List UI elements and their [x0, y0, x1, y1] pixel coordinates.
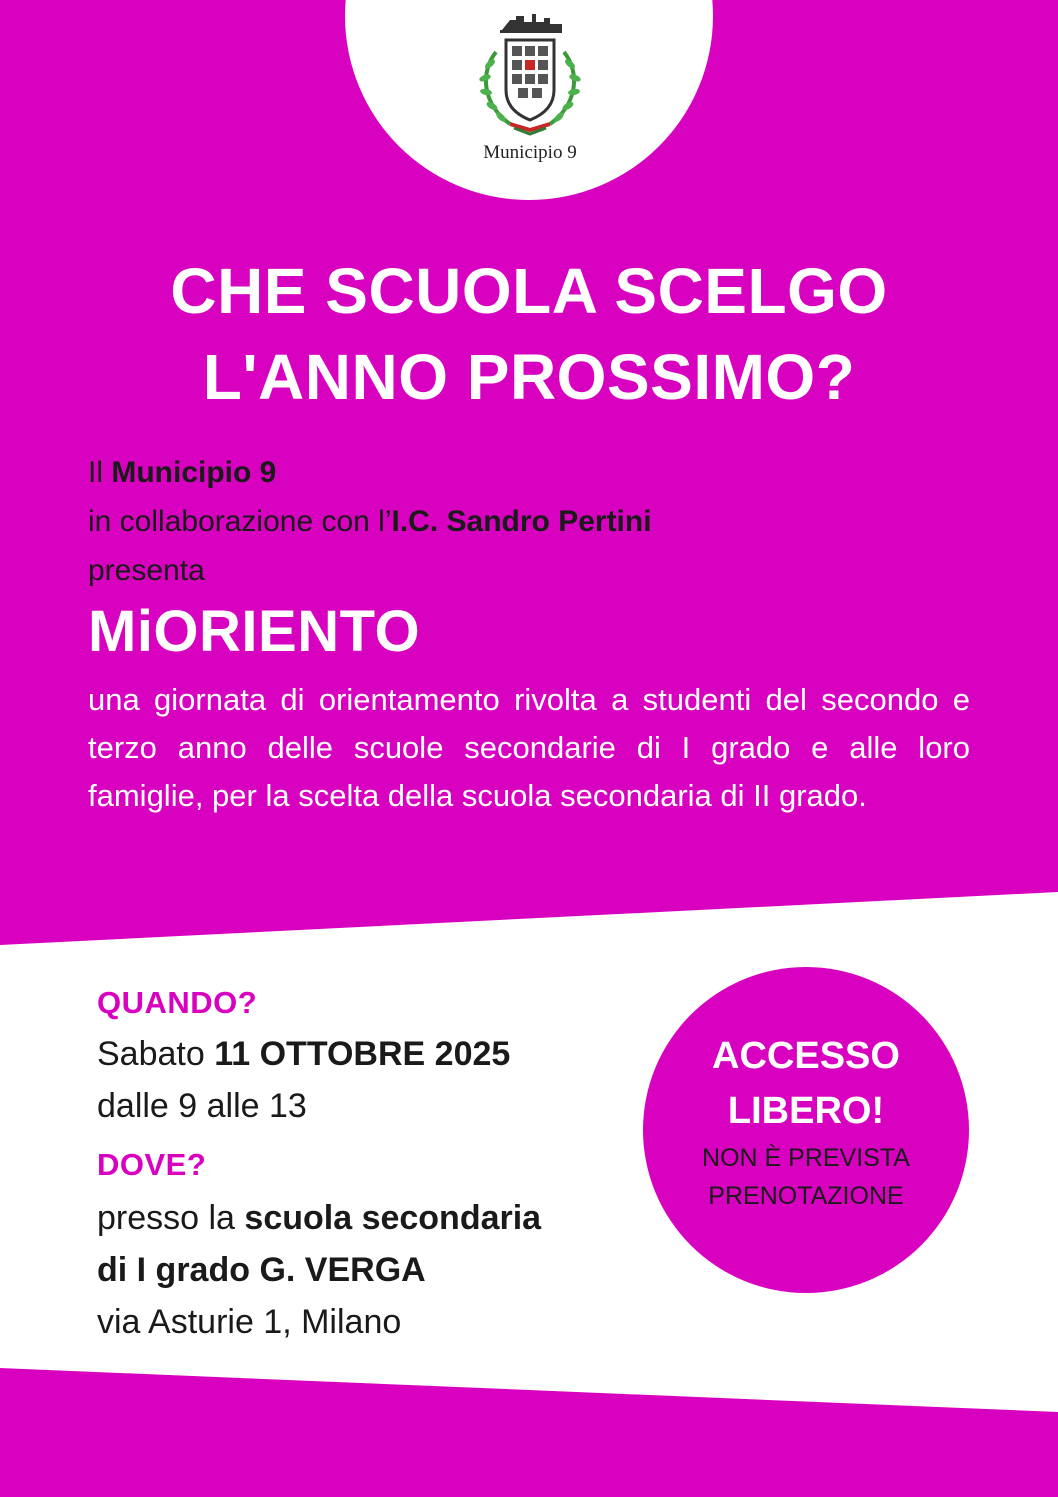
headline-line-2: L'ANNO PROSSIMO? — [202, 341, 856, 413]
day-prefix: Sabato — [97, 1035, 215, 1073]
venue-prefix: presso la — [97, 1199, 245, 1237]
badge-note — [643, 1139, 969, 1215]
free-access-badge — [643, 967, 969, 1293]
when-label: QUANDO? — [97, 985, 258, 1020]
municipio-name: Municipio 9 — [111, 456, 277, 489]
event-date: 11 OTTOBRE 2025 — [214, 1035, 511, 1073]
badge-line-1: ACCESSO — [712, 1035, 900, 1077]
event-hours: dalle 9 alle 13 — [97, 1087, 307, 1125]
event-title: MiORIENTO — [88, 599, 421, 664]
intro-line-2 — [88, 497, 652, 546]
intro-text — [88, 448, 652, 595]
logo-caption: Municipio 9 — [483, 142, 577, 163]
headline-line-1: CHE SCUOLA SCELGO — [170, 255, 888, 327]
municipio-logo — [465, 12, 595, 162]
venue-address: via Asturie 1, Milano — [97, 1303, 402, 1341]
intro-prefix: Il — [88, 456, 112, 489]
badge-title — [643, 1029, 969, 1139]
intro-line-3: presenta — [88, 554, 205, 587]
venue-line-1 — [97, 1192, 541, 1244]
bottom-magenta-band — [0, 1368, 1058, 1497]
intro-line-1 — [88, 448, 652, 497]
headline — [0, 248, 1058, 420]
event-date-line — [97, 1028, 510, 1080]
venue-name-2: di I grado G. VERGA — [97, 1251, 426, 1289]
collab-prefix: in collaborazione con l’ — [88, 505, 392, 538]
when-details — [97, 1028, 510, 1132]
badge-sub-line-2: PRENOTAZIONE — [708, 1182, 904, 1210]
badge-line-2: LIBERO! — [727, 1090, 885, 1132]
school-name: I.C. Sandro Pertini — [391, 505, 652, 538]
where-details — [97, 1192, 541, 1348]
badge-sub-line-1: NON È PREVISTA — [702, 1144, 910, 1172]
where-label: DOVE? — [97, 1147, 207, 1182]
venue-line-2 — [97, 1244, 541, 1296]
coat-of-arms-icon — [470, 12, 590, 138]
event-description: una giornata di orientamento rivolta a studenti del secondo e terzo anno delle scuole secondarie di I grado e alle loro famiglie, per la scelta della scuola secondaria di II grado. — [88, 682, 970, 813]
venue-name-1: scuola secondaria — [244, 1199, 542, 1237]
